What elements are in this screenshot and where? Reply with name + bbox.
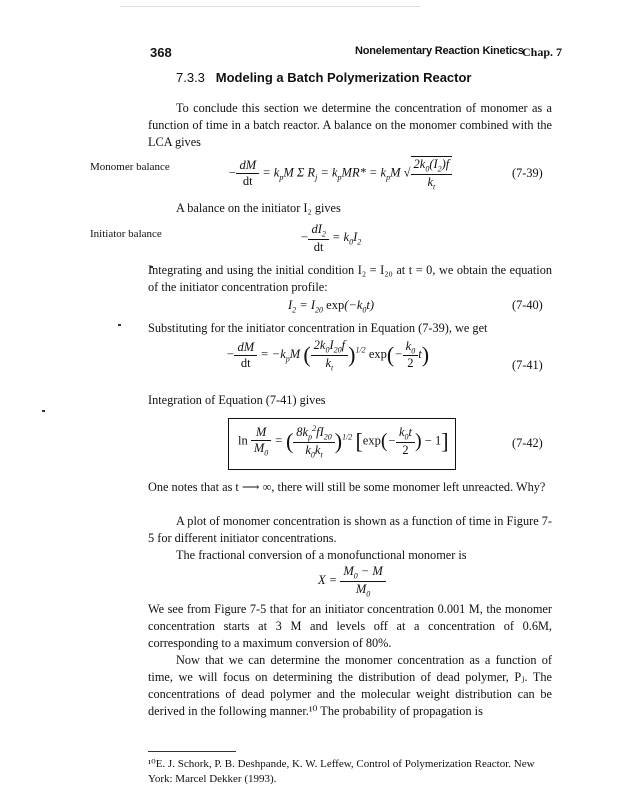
chapter-label: Chap. 7 <box>522 45 563 59</box>
paragraph-one-notes: One notes that as t ⟶ ∞, there will still be some monomer left unreacted. Why? <box>148 480 546 494</box>
paragraph-dead-polymer: Now that we can determine the monomer concentration as a function of time, we will focus on determining the distribution of dead polymer, Pⱼ. The concentrations of dead polymer and the molecular weight distribution can be derived in the following manner.¹⁰ The probability of propagation is <box>148 653 552 718</box>
top-rule <box>120 6 420 7</box>
running-title: Nonelementary Reaction Kinetics <box>355 45 524 57</box>
equation-number-7-42: (7-42) <box>512 436 543 450</box>
equation-number-7-40: (7-40) <box>512 298 543 312</box>
section-heading <box>176 70 471 85</box>
paragraph-plot: A plot of monomer concentration is shown as a function of time in Figure 7-5 for different initiator concentrations. <box>148 514 552 545</box>
footnote: ¹⁰E. J. Schork, P. B. Deshpande, K. W. Leffew, Control of Polymerization Reactor. New York: Marcel Dekker (1993). <box>148 758 535 785</box>
equation-conversion: X = $\frac{M_0 - M}{M_0}$ <box>318 564 386 598</box>
margin-label-monomer: Monomer balance <box>90 161 170 173</box>
section-number: 7.3.3 <box>176 70 205 85</box>
paragraph-figure-observation: We see from Figure 7-5 that for an initiator concentration 0.001 M, the monomer concentration starts at 3 M and levels off at a concentration of 0.6M, corresponding to a maximum conversion of 80%. <box>148 602 552 650</box>
equation-number-7-39: (7-39) <box>512 166 543 180</box>
paragraph-intro: To conclude this section we determine the concentration of monomer as a function of time in a batch reactor. A balance on the monomer combined with the LCA gives <box>148 101 552 149</box>
section-title: Modeling a Batch Polymerization Reactor <box>215 70 472 85</box>
equation-7-42: ln $\frac{M}{M_0}$ = ( $\frac{8k_p^2fI_{20}}{k_0k_t}$ )$^{1/2}$ [exp(− $\frac{k_0t}{2}$ ) − 1] <box>238 424 449 460</box>
paragraph-integration-gives: Integration of Equation (7-41) gives <box>148 393 326 407</box>
speck <box>42 410 45 412</box>
equation-initiator-rate: − $\frac{dI_2}{dt}$ = $k_0I_2$ <box>300 222 362 254</box>
footnote-rule <box>148 751 236 752</box>
speck <box>118 324 121 326</box>
paragraph-initiator-balance: A balance on the initiator I₂ gives <box>176 201 341 215</box>
equation-7-40: $I_2 = I_{20}$ $\exp(-k_0t)$ <box>288 298 375 315</box>
equation-7-39: − $\frac{dM}{dt}$ = $k_pM$ Σ $R_j = k_pMR* = k_pM$ √ $\frac{2k_0(I_2)f}{k_t}$ <box>228 156 452 191</box>
equation-7-41: − $\frac{dM}{dt}$ = $-k_pM$ ( $\frac{2k_0I_{20}f}{k_t}$ )$^{1/2}$ exp(− $\frac{k_0}{2}$ t) <box>226 338 430 372</box>
page-number: 368 <box>150 45 172 60</box>
paragraph-integration: Integrating and using the initial condition I₂ = I₂₀ at t = 0, we obtain the equation of the initiator concentration profile: <box>148 263 552 294</box>
margin-label-initiator: Initiator balance <box>90 228 162 240</box>
equation-number-7-41: (7-41) <box>512 358 543 372</box>
paragraph-substitution: Substituting for the initiator concentration in Equation (7-39), we get <box>148 321 488 335</box>
paragraph-conversion: The fractional conversion of a monofunctional monomer is <box>176 548 467 562</box>
